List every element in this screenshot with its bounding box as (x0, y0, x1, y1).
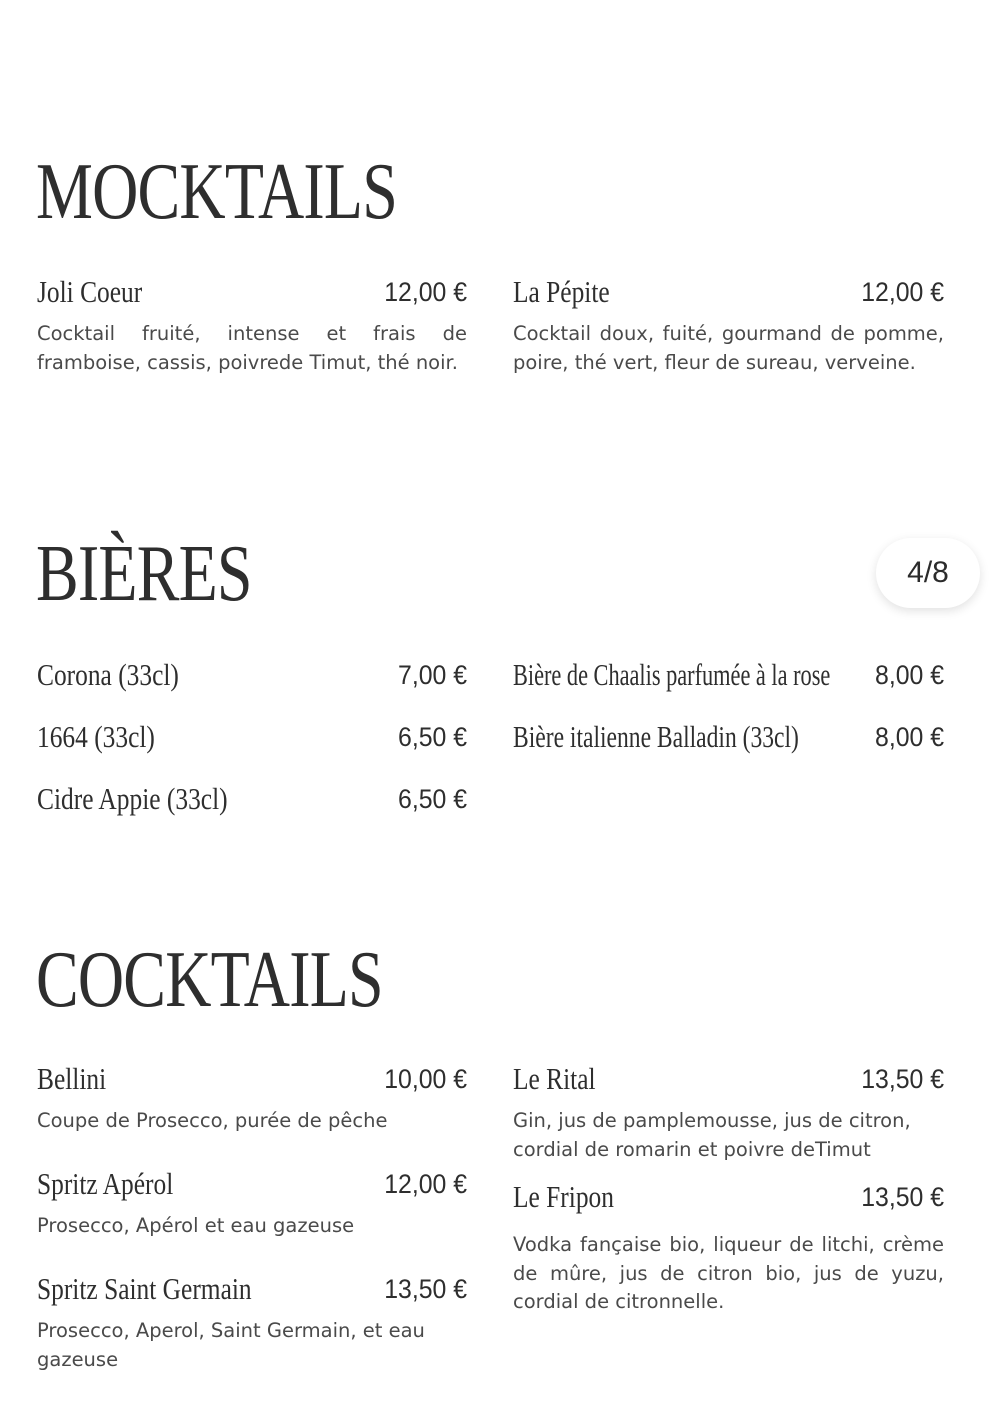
item-name: Corona (33cl) (37, 657, 179, 692)
menu-item-spritz-aperol (37, 1164, 467, 1241)
menu-item-biere-balladin (513, 717, 944, 757)
item-description: Cocktail doux, fuité, gourmand de pomme, poire, thé vert, fleur de sureau, verveine. (513, 322, 944, 374)
item-name: Le Fripon (513, 1179, 614, 1214)
menu-item-biere-chaalis (513, 655, 944, 695)
menu-item-cidre-appie (37, 779, 467, 819)
item-name: Bellini (37, 1061, 107, 1096)
item-description: Prosecco, Apérol et eau gazeuse (37, 1214, 355, 1237)
item-price: 13,50 € (861, 1064, 944, 1094)
item-name: 1664 (33cl) (37, 719, 155, 754)
item-name: Bière de Chaalis parfumée à la rose (513, 657, 831, 692)
item-price: 12,00 € (384, 277, 467, 307)
item-price: 7,00 € (397, 660, 467, 690)
item-name: Le Rital (513, 1061, 596, 1096)
cocktails-title: COCKTAILS (36, 936, 383, 1024)
menu-item-1664 (37, 717, 467, 757)
item-price: 13,50 € (384, 1274, 467, 1304)
item-description: Vodka fançaise bio, liqueur de litchi, crème de mûre, jus de citron bio, jus de yuzu, cordial de citronnelle. (513, 1233, 944, 1313)
item-price: 6,50 € (397, 722, 467, 752)
item-price: 12,00 € (384, 1169, 467, 1199)
item-price: 8,00 € (874, 722, 944, 752)
item-name: Spritz Saint Germain (37, 1271, 252, 1306)
item-name: La Pépite (513, 274, 610, 309)
item-price: 6,50 € (397, 784, 467, 814)
mocktails-title: MOCKTAILS (36, 148, 398, 236)
menu-item-joli-coeur (37, 272, 467, 377)
item-description: Prosecco, Aperol, Saint Germain, et eau gazeuse (37, 1319, 425, 1371)
item-name: Bière italienne Balladin (33cl) (513, 719, 799, 754)
menu-item-le-rital (513, 1059, 944, 1164)
page-indicator-badge[interactable]: 4/8 (876, 538, 980, 608)
item-description: Cocktail fruité, intense et frais de framboise, cassis, poivrede Timut, thé noir. (37, 322, 467, 374)
item-price: 13,50 € (861, 1182, 944, 1212)
item-price: 10,00 € (384, 1064, 467, 1094)
item-description: Coupe de Prosecco, purée de pêche (37, 1109, 388, 1132)
menu-item-spritz-saint-germain (37, 1269, 467, 1374)
menu-item-le-fripon (513, 1177, 944, 1317)
menu-item-corona (37, 655, 467, 695)
bieres-title: BIÈRES (36, 530, 252, 618)
menu-item-bellini (37, 1059, 467, 1136)
item-description: Gin, jus de pamplemousse, jus de citron, cordial de romarin et poivre deTimut (513, 1109, 911, 1161)
item-name: Cidre Appie (33cl) (37, 781, 228, 816)
item-name: Spritz Apérol (37, 1166, 174, 1201)
menu-item-la-pepite (513, 272, 944, 377)
item-price: 12,00 € (861, 277, 944, 307)
item-name: Joli Coeur (37, 274, 143, 309)
item-price: 8,00 € (874, 660, 944, 690)
